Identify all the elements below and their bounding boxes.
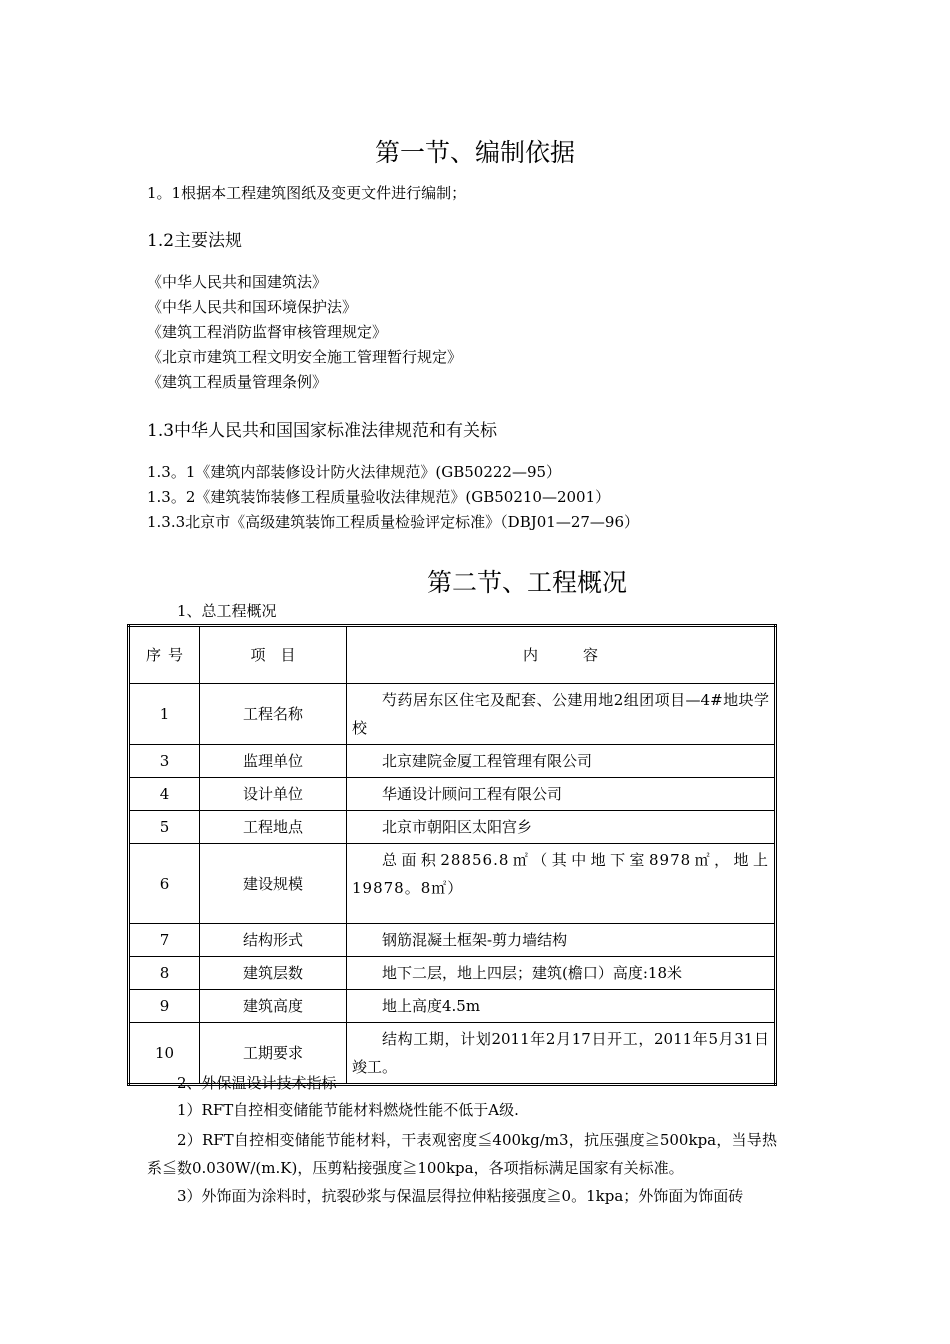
row-content: 北京建院金厦工程管理有限公司 bbox=[347, 745, 776, 778]
row-item: 设计单位 bbox=[200, 778, 347, 811]
table-row bbox=[129, 924, 776, 957]
table-row bbox=[129, 778, 776, 811]
table-row bbox=[129, 990, 776, 1023]
law-item: 《中华人民共和国环境保护法》 bbox=[147, 298, 358, 316]
row-no: 10 bbox=[129, 1023, 200, 1085]
law-item: 《建筑工程消防监督审核管理规定》 bbox=[147, 323, 388, 341]
standard-item: 1.3.3北京市《高级建筑装饰工程质量检验评定标准》（DBJ01—27—96） bbox=[147, 513, 639, 531]
row-item: 监理单位 bbox=[200, 745, 347, 778]
row-content: 总面积28856.8㎡（其中地下室8978㎡，地上19878。8㎡） bbox=[347, 844, 776, 924]
row-item: 建筑层数 bbox=[200, 957, 347, 990]
item-1-2-heading: 1.2主要法规 bbox=[147, 231, 243, 251]
table-row bbox=[129, 811, 776, 844]
row-no: 3 bbox=[129, 745, 200, 778]
insulation-item-1: 1）RFT自控相变储能节能材料燃烧性能不低于A级. bbox=[177, 1101, 519, 1119]
row-content: 结构工期，计划2011年2月17日开工，2011年5月31日竣工。 bbox=[347, 1023, 776, 1085]
row-content: 钢筋混凝土框架-剪力墙结构 bbox=[347, 924, 776, 957]
header-content: 内 容 bbox=[347, 626, 776, 684]
item-1-3-heading: 1.3中华人民共和国国家标准法律规范和有关标 bbox=[147, 421, 498, 441]
laws-list bbox=[147, 270, 462, 395]
row-no: 5 bbox=[129, 811, 200, 844]
header-no: 序号 bbox=[129, 626, 200, 684]
item-1-1: 1。1根据本工程建筑图纸及变更文件进行编制； bbox=[147, 184, 467, 202]
table-row bbox=[129, 745, 776, 778]
insulation-item-2: 2）RFT自控相变储能节能材料，干表观密度≦400kg/m3，抗压强度≧500kpa，当导热系≦数0.030W/(m.K)，压剪粘接强度≧100kpa，各项指标满足国家有关标准。 bbox=[147, 1131, 777, 1177]
law-item: 《中华人民共和国建筑法》 bbox=[147, 273, 328, 291]
row-content: 地下二层，地上四层；建筑(檐口）高度:18米 bbox=[347, 957, 776, 990]
row-no: 9 bbox=[129, 990, 200, 1023]
standards-list bbox=[147, 460, 639, 535]
insulation-title: 2、外保温设计技术指标 bbox=[177, 1074, 337, 1092]
law-item: 《建筑工程质量管理条例》 bbox=[147, 373, 328, 391]
table-header-row bbox=[129, 626, 776, 684]
header-item: 项 目 bbox=[200, 626, 347, 684]
row-item: 建筑高度 bbox=[200, 990, 347, 1023]
standard-item: 1.3。1《建筑内部装修设计防火法律规范》(GB50222—95） bbox=[147, 463, 562, 481]
row-content: 芍药居东区住宅及配套、公建用地2组团项目—4#地块学校 bbox=[347, 684, 776, 745]
row-no: 6 bbox=[129, 844, 200, 924]
table-row bbox=[129, 684, 776, 745]
table-row bbox=[129, 957, 776, 990]
row-no: 7 bbox=[129, 924, 200, 957]
overview-subtitle: 1、总工程概况 bbox=[177, 602, 277, 620]
row-no: 1 bbox=[129, 684, 200, 745]
row-no: 8 bbox=[129, 957, 200, 990]
table-row bbox=[129, 844, 776, 924]
row-item: 结构形式 bbox=[200, 924, 347, 957]
row-content: 北京市朝阳区太阳宫乡 bbox=[347, 811, 776, 844]
row-item: 工程地点 bbox=[200, 811, 347, 844]
project-overview-table bbox=[127, 624, 777, 1086]
row-item: 建设规模 bbox=[200, 844, 347, 924]
standard-item: 1.3。2《建筑装饰装修工程质量验收法律规范》(GB50210—2001） bbox=[147, 488, 611, 506]
row-item: 工期要求 bbox=[200, 1023, 347, 1085]
row-content: 华通设计顾问工程有限公司 bbox=[347, 778, 776, 811]
row-item: 工程名称 bbox=[200, 684, 347, 745]
insulation-item-3: 3）外饰面为涂料时，抗裂砂浆与保温层得拉伸粘接强度≧0。1kpa；外饰面为饰面砖 bbox=[177, 1187, 744, 1205]
section1-title: 第一节、编制依据 bbox=[374, 138, 575, 167]
row-content: 地上高度4.5m bbox=[347, 990, 776, 1023]
row-no: 4 bbox=[129, 778, 200, 811]
law-item: 《北京市建筑工程文明安全施工管理暂行规定》 bbox=[147, 348, 463, 366]
section2-title: 第二节、工程概况 bbox=[426, 568, 627, 597]
